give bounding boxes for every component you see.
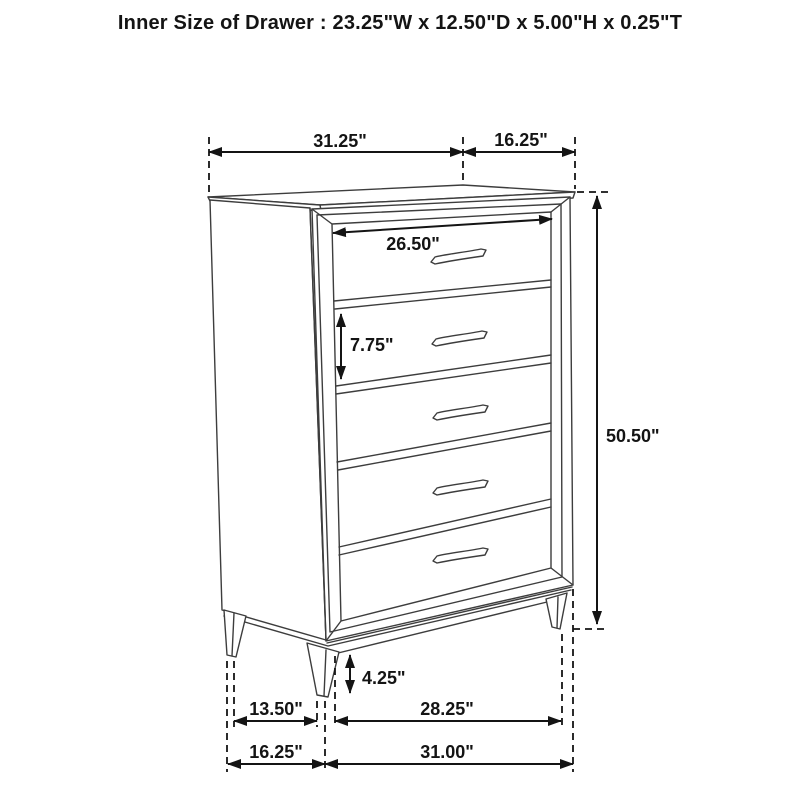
chest-drawing <box>208 185 575 697</box>
dim-leg-span-depth <box>234 699 317 721</box>
leg-back-left <box>224 610 246 657</box>
dim-label-top-width: 31.25" <box>313 131 367 151</box>
dim-base-depth <box>228 742 325 764</box>
dim-top-depth <box>463 130 575 152</box>
leg-front-right-edge <box>557 597 558 628</box>
chest-side-panel <box>210 200 326 640</box>
diagram-title: Inner Size of Drawer : 23.25"W x 12.50"D x 5.00"H x 0.25"T <box>117 12 683 34</box>
dim-overall-height <box>597 196 660 624</box>
dim-leg-height <box>350 655 406 693</box>
dim-label-leg-height: 4.25" <box>362 668 406 688</box>
dim-label-base-width: 31.00" <box>420 742 474 762</box>
dim-label-leg-span-depth: 13.50" <box>249 699 303 719</box>
dim-top-width <box>209 131 463 152</box>
dim-label-top-depth: 16.25" <box>494 130 548 150</box>
dim-leg-span-width <box>335 699 561 721</box>
dim-label-overall-height: 50.50" <box>606 426 660 446</box>
dim-label-leg-span-width: 28.25" <box>420 699 474 719</box>
dim-label-drawer-height: 7.75" <box>350 335 394 355</box>
dim-base-width <box>325 742 573 764</box>
dim-label-drawer-width: 26.50" <box>386 234 440 254</box>
dim-label-base-depth: 16.25" <box>249 742 303 762</box>
